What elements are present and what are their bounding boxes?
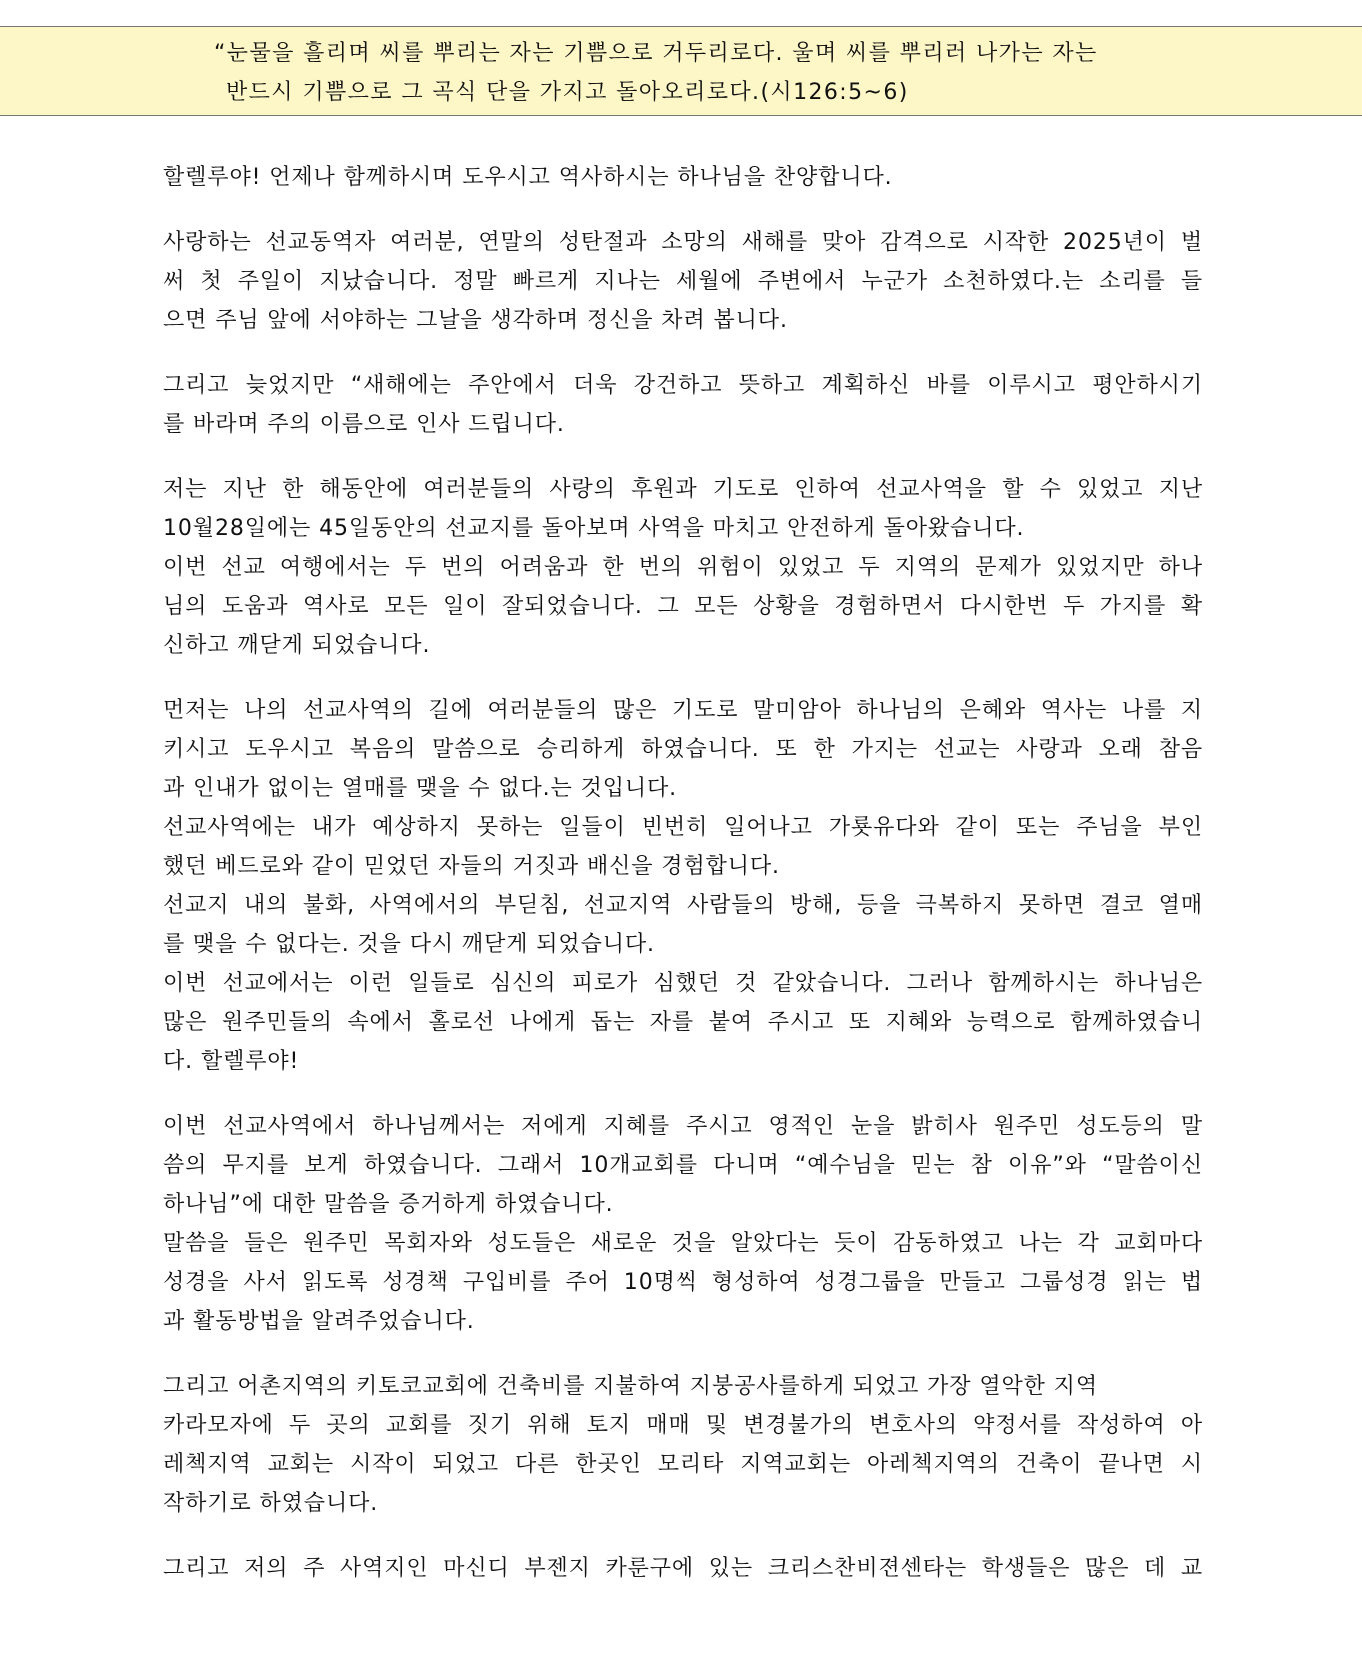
text-line: 많은 원주민들의 속에서 홀로선 나에게 돕는 자를 붙여 주시고 또 지혜와 능력으로 함께하였습니 bbox=[163, 1010, 1203, 1035]
text-line: 사랑하는 선교동역자 여러분, 연말의 성탄절과 소망의 새해를 맞아 감격으로 시작한 2025년이 벌 bbox=[163, 230, 1203, 255]
text-line: 다. 할렐루야! bbox=[163, 1049, 300, 1074]
text-line: 10월28일에는 45일동안의 선교지를 돌아보며 사역을 마치고 안전하게 돌아왔습니다. bbox=[163, 516, 1025, 541]
paragraph bbox=[163, 1107, 1203, 1341]
text-line: 그리고 어촌지역의 키토코교회에 건축비를 지불하여 지붕공사를하게 되었고 가장 열악한 지역 bbox=[163, 1374, 1098, 1399]
scripture-line-1: “눈물을 흘리며 씨를 뿌리는 자는 기쁨으로 거두리로다. 울며 씨를 뿌리러 나가는 자는 bbox=[214, 41, 1098, 66]
text-line: 레첵지역 교회는 시작이 되었고 다른 한곳인 모리타 지역교회는 아레첵지역의 건축이 끝나면 시 bbox=[163, 1452, 1203, 1477]
scripture-banner bbox=[0, 26, 1362, 116]
paragraph bbox=[163, 223, 1203, 340]
text-line: 으면 주님 앞에 서야하는 그날을 생각하며 정신을 차려 봅니다. bbox=[163, 308, 788, 333]
paragraph bbox=[163, 691, 1203, 1081]
text-line: 그리고 저의 주 사역지인 마신디 부젠지 카룬구에 있는 크리스찬비젼센타는 학생들은 많은 데 교 bbox=[163, 1556, 1203, 1581]
paragraph bbox=[163, 158, 1203, 197]
paragraph bbox=[163, 1367, 1203, 1523]
text-line: 이번 선교 여행에서는 두 번의 어려움과 한 번의 위험이 있었고 두 지역의 문제가 있었지만 하나 bbox=[163, 555, 1203, 580]
paragraph bbox=[163, 366, 1203, 444]
text-line: 작하기로 하였습니다. bbox=[163, 1491, 379, 1516]
text-line: 선교지 내의 불화, 사역에서의 부딛침, 선교지역 사람들의 방해, 등을 극복하지 못하면 결코 열매 bbox=[163, 893, 1203, 918]
text-line: 저는 지난 한 해동안에 여러분들의 사랑의 후원과 기도로 인하여 선교사역을 할 수 있었고 지난 bbox=[163, 477, 1203, 502]
text-line: 신하고 깨닫게 되었습니다. bbox=[163, 633, 431, 658]
paragraph bbox=[163, 470, 1203, 665]
paragraph bbox=[163, 1549, 1203, 1588]
text-line: 그리고 늦었지만 “새해에는 주안에서 더욱 강건하고 뜻하고 계획하신 바를 이루시고 평안하시기 bbox=[163, 373, 1203, 398]
text-line: 했던 베드로와 같이 믿었던 자들의 거짓과 배신을 경험합니다. bbox=[163, 854, 780, 879]
text-line: 과 인내가 없이는 열매를 맺을 수 없다.는 것입니다. bbox=[163, 776, 678, 801]
text-line: 를 맺을 수 없다는. 것을 다시 깨닫게 되었습니다. bbox=[163, 932, 655, 957]
text-line: 이번 선교사역에서 하나님께서는 저에게 지혜를 주시고 영적인 눈을 밝히사 원주민 성도등의 말 bbox=[163, 1114, 1203, 1139]
text-line: 카라모자에 두 곳의 교회를 짓기 위해 토지 매매 및 변경불가의 변호사의 약정서를 작성하여 아 bbox=[163, 1413, 1203, 1438]
scripture-line-2: 반드시 기쁨으로 그 곡식 단을 가지고 돌아오리로다.(시126:5~6) bbox=[226, 80, 909, 105]
text-line: 말씀을 들은 원주민 목회자와 성도들은 새로운 것을 알았다는 듯이 감동하였고 나는 각 교회마다 bbox=[163, 1231, 1203, 1256]
text-line: 하나님”에 대한 말씀을 증거하게 하였습니다. bbox=[163, 1192, 614, 1217]
text-line: 성경을 사서 읽도록 성경책 구입비를 주어 10명씩 형성하여 성경그룹을 만들고 그룹성경 읽는 법 bbox=[163, 1270, 1203, 1295]
text-line: 써 첫 주일이 지났습니다. 정말 빠르게 지나는 세월에 주변에서 누군가 소천하였다.는 소리를 들 bbox=[163, 269, 1203, 294]
text-line: 를 바라며 주의 이름으로 인사 드립니다. bbox=[163, 412, 565, 437]
text-line: 과 활동방법을 알려주었습니다. bbox=[163, 1309, 475, 1334]
text-line: 먼저는 나의 선교사역의 길에 여러분들의 많은 기도로 말미암아 하나님의 은혜와 역사는 나를 지 bbox=[163, 698, 1203, 723]
text-line: 님의 도움과 역사로 모든 일이 잘되었습니다. 그 모든 상황을 경험하면서 다시한번 두 가지를 확 bbox=[163, 594, 1203, 619]
text-line: 씀의 무지를 보게 하였습니다. 그래서 10개교회를 다니며 “예수님을 믿는 참 이유”와 “말씀이신 bbox=[163, 1153, 1203, 1178]
text-line: 선교사역에는 내가 예상하지 못하는 일들이 빈번히 일어나고 가룟유다와 같이 또는 주님을 부인 bbox=[163, 815, 1203, 840]
text-line: 이번 선교에서는 이런 일들로 심신의 피로가 심했던 것 같았습니다. 그러나 함께하시는 하나님은 bbox=[163, 971, 1203, 996]
text-line: 할렐루야! 언제나 함께하시며 도우시고 역사하시는 하나님을 찬양합니다. bbox=[163, 165, 893, 190]
letter-body bbox=[163, 158, 1203, 1614]
text-line: 키시고 도우시고 복음의 말씀으로 승리하게 하였습니다. 또 한 가지는 선교는 사랑과 오래 참음 bbox=[163, 737, 1203, 762]
